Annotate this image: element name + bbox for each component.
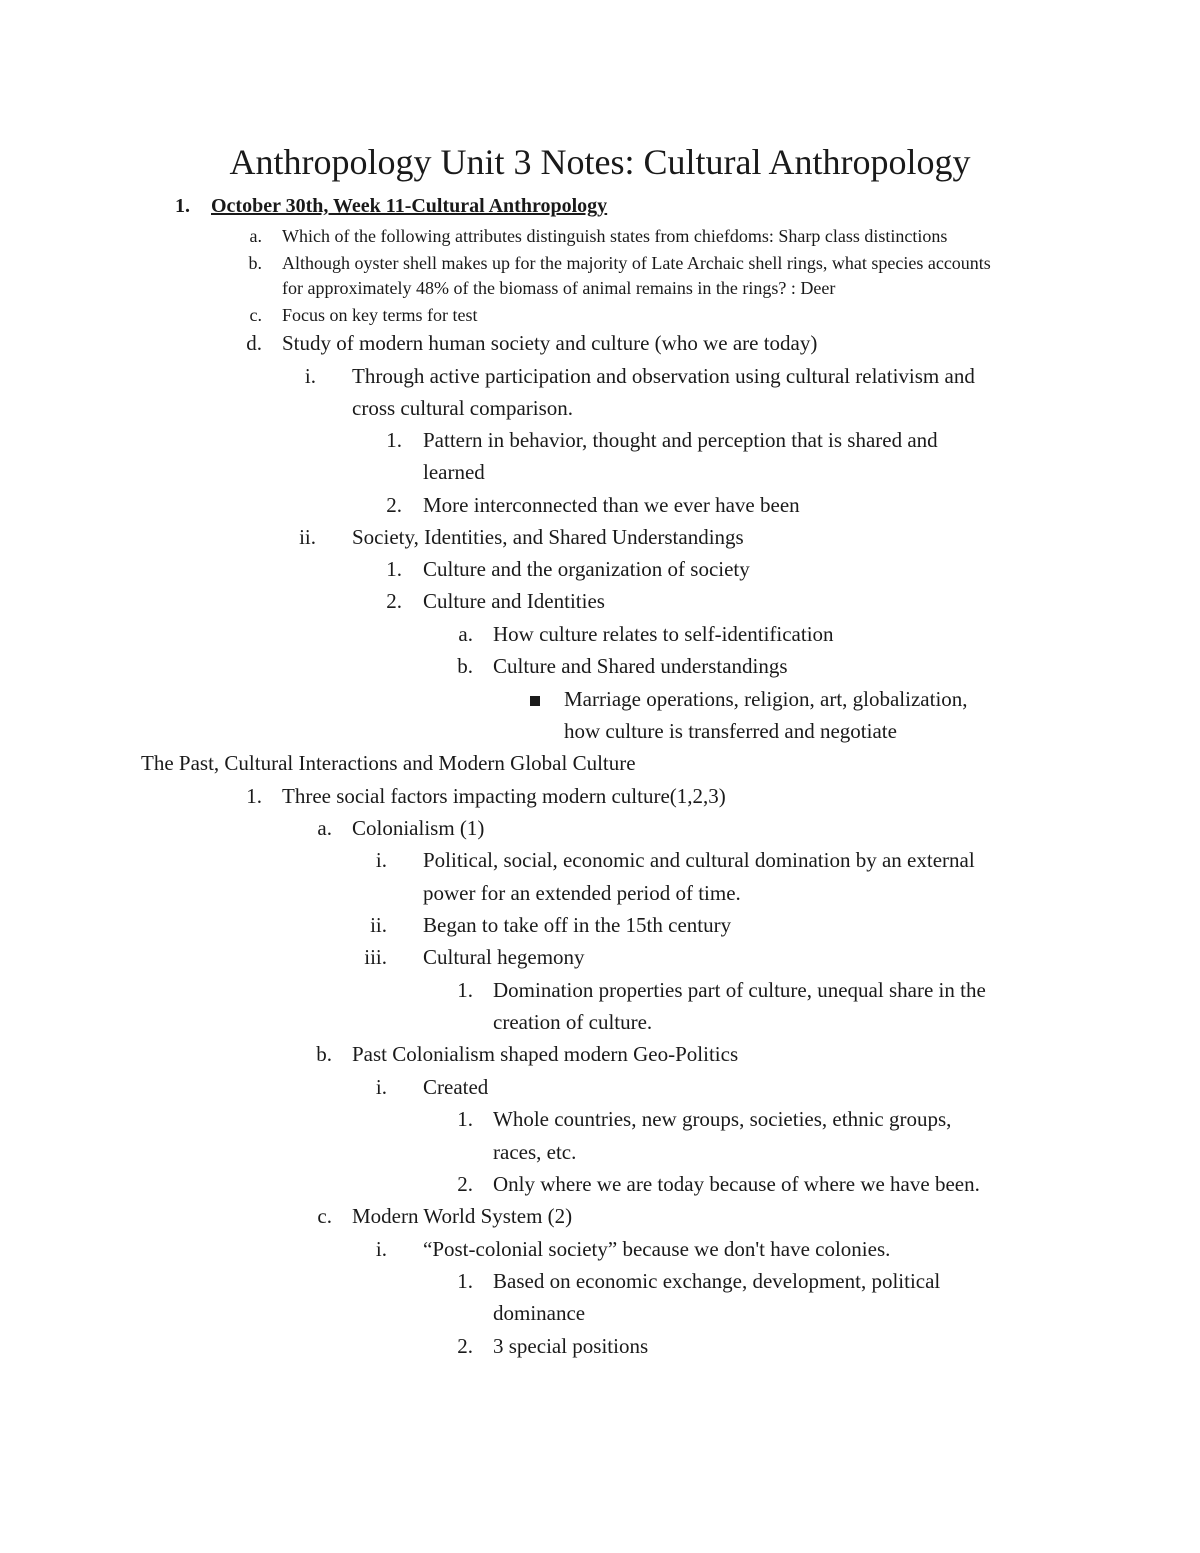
list-marker: 1. — [246, 784, 262, 808]
list-text-continued: power for an extended period of time. — [423, 881, 741, 905]
list-text-continued: races, etc. — [493, 1140, 577, 1164]
list-text: How culture relates to self-identification — [493, 622, 834, 646]
list-marker: b. — [457, 654, 473, 678]
list-text: Which of the following attributes distinguish states from chiefdoms: Sharp class distinctions — [282, 226, 948, 246]
list-text: Modern World System (2) — [352, 1204, 573, 1228]
list-marker: a. — [458, 622, 473, 646]
list-text: Culture and Identities — [423, 589, 605, 613]
list-marker: 1. — [457, 1107, 473, 1131]
list-text: Domination properties part of culture, unequal share in the — [493, 978, 986, 1002]
list-text-continued: dominance — [493, 1301, 586, 1325]
list-text: Although oyster shell makes up for the majority of Late Archaic shell rings, what species accounts — [282, 253, 991, 273]
list-text: Created — [423, 1075, 489, 1099]
list-text: “Post-colonial society” because we don't have colonies. — [423, 1237, 891, 1261]
list-text: Cultural hegemony — [423, 945, 585, 969]
list-text: Whole countries, new groups, societies, ethnic groups, — [493, 1107, 952, 1131]
list-marker: b. — [316, 1042, 332, 1066]
list-marker: ii. — [370, 913, 387, 937]
list-marker: i. — [375, 1237, 387, 1261]
list-text-continued: how culture is transferred and negotiate — [564, 719, 897, 743]
list-marker: c. — [249, 305, 262, 325]
list-text: 3 special positions — [493, 1334, 649, 1358]
list-marker: c. — [317, 1204, 332, 1228]
list-marker: b. — [248, 253, 262, 273]
list-text: Focus on key terms for test — [282, 305, 478, 325]
list-marker: 1. — [175, 195, 190, 217]
list-marker: 2. — [457, 1172, 473, 1196]
list-text: More interconnected than we ever have been — [423, 493, 800, 517]
list-text: Based on economic exchange, development, political — [493, 1269, 941, 1293]
section-2-heading: The Past, Cultural Interactions and Modern Global Culture — [141, 751, 636, 775]
list-text: Three social factors impacting modern culture(1,2,3) — [282, 784, 726, 808]
list-text: Culture and the organization of society — [423, 557, 750, 581]
list-text: Through active participation and observation using cultural relativism and — [352, 364, 975, 388]
list-marker: a. — [249, 226, 262, 246]
list-text-continued: for approximately 48% of the biomass of animal remains in the rings? : Deer — [282, 278, 836, 298]
list-text: Marriage operations, religion, art, globalization, — [564, 687, 968, 711]
list-text: Study of modern human society and culture (who we are today) — [282, 331, 818, 355]
list-text: Past Colonialism shaped modern Geo-Politics — [352, 1042, 739, 1066]
list-marker: ii. — [299, 525, 316, 549]
list-marker: 1. — [457, 1269, 473, 1293]
list-marker: i. — [304, 364, 316, 388]
list-marker: iii. — [364, 945, 387, 969]
heading-text: October 30th, Week 11-Cultural Anthropology — [211, 195, 608, 217]
list-marker: a. — [317, 816, 332, 840]
list-marker: 1. — [457, 978, 473, 1002]
list-text-continued: cross cultural comparison. — [352, 396, 574, 420]
list-text: Political, social, economic and cultural domination by an external — [423, 848, 975, 872]
list-marker: i. — [375, 848, 387, 872]
list-marker: 2. — [457, 1334, 473, 1358]
list-text: Pattern in behavior, thought and perception that is shared and — [423, 428, 938, 452]
list-text: Began to take off in the 15th century — [423, 913, 732, 937]
list-marker: 2. — [386, 589, 402, 613]
list-text: Society, Identities, and Shared Understandings — [352, 525, 744, 549]
page-title: Anthropology Unit 3 Notes: Cultural Anthropology — [229, 142, 971, 182]
list-text-continued: learned — [423, 460, 485, 484]
list-marker: d. — [246, 331, 262, 355]
list-marker: 1. — [386, 428, 402, 452]
list-text: Only where we are today because of where we have been. — [493, 1172, 980, 1196]
list-text: Colonialism (1) — [352, 816, 485, 840]
list-text: Culture and Shared understandings — [493, 654, 788, 678]
square-bullet-icon — [530, 685, 540, 713]
list-marker: 1. — [386, 557, 402, 581]
list-text-continued: creation of culture. — [493, 1010, 653, 1034]
list-marker: i. — [375, 1075, 387, 1099]
list-marker: 2. — [386, 493, 402, 517]
